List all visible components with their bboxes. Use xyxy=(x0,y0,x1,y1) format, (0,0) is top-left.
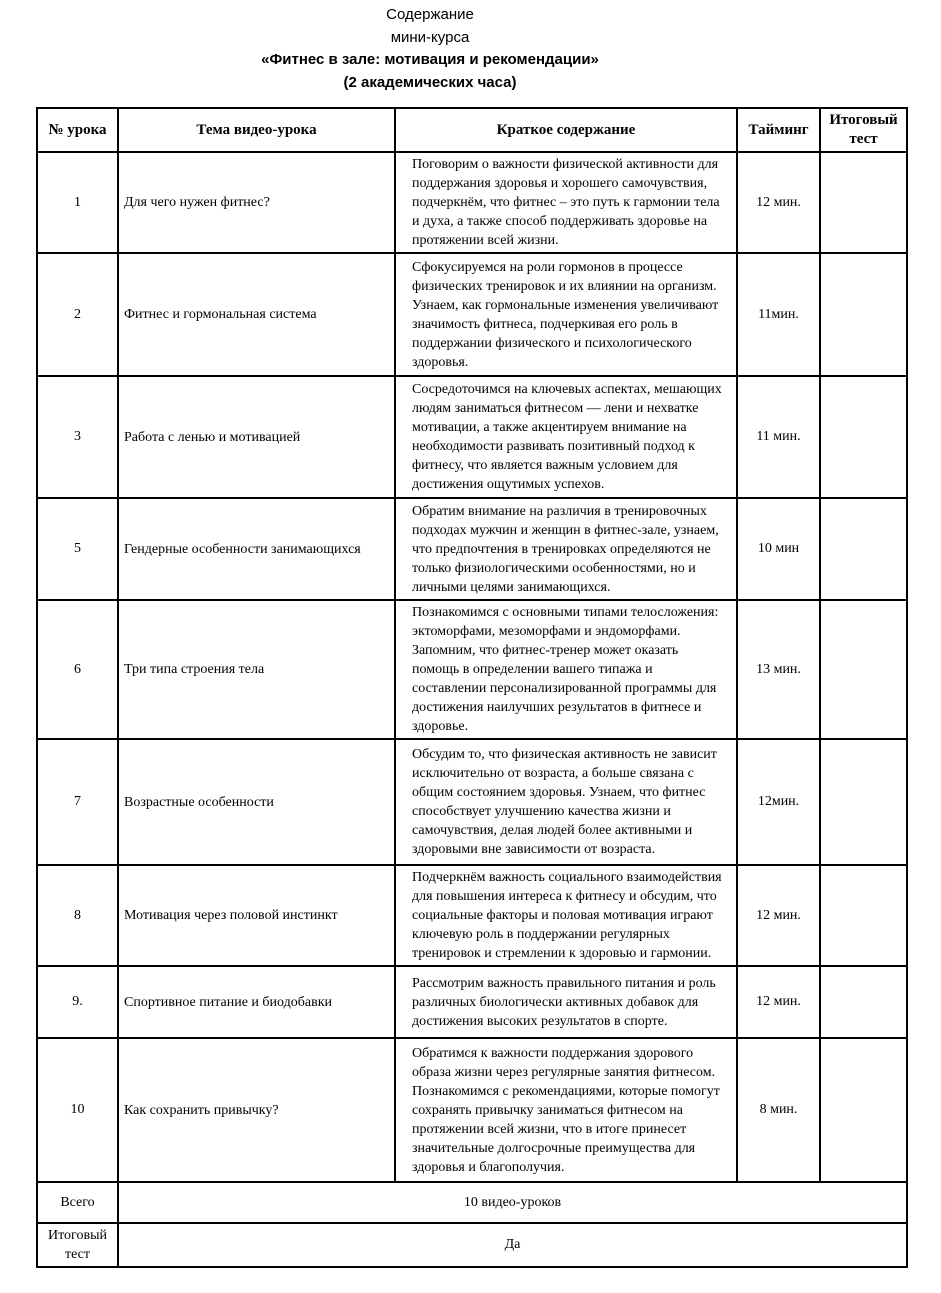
topic-cell: Работа с ленью и мотивацией xyxy=(118,376,395,498)
timing-cell: 12 мин. xyxy=(737,865,820,966)
final-test-cell xyxy=(820,376,907,498)
lesson-number-cell: 3 xyxy=(37,376,118,498)
final-test-cell xyxy=(820,600,907,739)
timing-cell: 11 мин. xyxy=(737,376,820,498)
table-row xyxy=(37,376,907,498)
lesson-number-cell: 5 xyxy=(37,498,118,600)
timing-cell: 13 мин. xyxy=(737,600,820,739)
final-test-value-cell: Да xyxy=(118,1223,907,1267)
timing-cell: 10 мин xyxy=(737,498,820,600)
timing-cell: 11мин. xyxy=(737,253,820,376)
table-row xyxy=(37,498,907,600)
final-test-cell xyxy=(820,152,907,253)
summary-cell: Сфокусируемся на роли гормонов в процессе физических тренировок и их влиянии на организм. Узнаем, как гормональные изменения увеличивают значимость фитнеса, подчеркивая его роль в поддержании физического и психологического здоровья. xyxy=(395,253,737,376)
table-row xyxy=(37,865,907,966)
lesson-number-cell: 1 xyxy=(37,152,118,253)
lesson-number-cell: 7 xyxy=(37,739,118,865)
final-test-cell xyxy=(820,253,907,376)
header-final-test: Итоговый тест xyxy=(820,108,907,152)
timing-cell: 12 мин. xyxy=(737,152,820,253)
total-row xyxy=(37,1182,907,1223)
summary-cell: Подчеркнём важность социального взаимодействия для повышения интереса к фитнесу и обсудим, что социальные факторы и половая мотивация играют ключевую роль в поддержании регулярных тренировок и стремлении к здоровью и гармонии. xyxy=(395,865,737,966)
course-title: «Фитнес в зале: мотивация и рекомендации» xyxy=(261,51,599,68)
table-header-row xyxy=(37,108,907,152)
topic-cell: Для чего нужен фитнес? xyxy=(118,152,395,253)
topic-cell: Гендерные особенности занимающихся xyxy=(118,498,395,600)
header-lesson-number: № урока xyxy=(37,108,118,152)
table-row xyxy=(37,739,907,865)
contents-label: Содержание xyxy=(386,6,474,23)
lesson-number-cell: 10 xyxy=(37,1038,118,1182)
topic-cell: Спортивное питание и биодобавки xyxy=(118,966,395,1038)
header-timing: Тайминг xyxy=(737,108,820,152)
summary-cell: Рассмотрим важность правильного питания и роль различных биологически активных добавок для достижения высоких результатов в спорте. xyxy=(395,966,737,1038)
lesson-number-cell: 8 xyxy=(37,865,118,966)
timing-cell: 8 мин. xyxy=(737,1038,820,1182)
header-topic: Тема видео-урока xyxy=(118,108,395,152)
final-test-label-cell: Итоговый тест xyxy=(37,1223,118,1267)
table-row xyxy=(37,1038,907,1182)
table-row xyxy=(37,152,907,253)
final-test-cell xyxy=(820,739,907,865)
timing-cell: 12 мин. xyxy=(737,966,820,1038)
summary-cell: Познакомимся с основными типами телосложения: эктоморфами, мезоморфами и эндоморфами. Запомним, что фитнес-тренер может оказать помощь в определении вашего типажа и составлении персонализированной программы для достижения наилучших результатов в фитнесе и здоровье. xyxy=(395,600,737,739)
total-value-cell: 10 видео-уроков xyxy=(118,1182,907,1223)
summary-cell: Обратим внимание на различия в тренировочных подходах мужчин и женщин в фитнес-зале, узнаем, что предпочтения в тренировках определяются не только физиологическими особенностями, но и личными целями занимающихся. xyxy=(395,498,737,600)
final-test-cell xyxy=(820,1038,907,1182)
timing-cell: 12мин. xyxy=(737,739,820,865)
table-row xyxy=(37,966,907,1038)
topic-cell: Как сохранить привычку? xyxy=(118,1038,395,1182)
table-row xyxy=(37,253,907,376)
summary-cell: Обратимся к важности поддержания здорового образа жизни через регулярные занятия фитнесом. Познакомимся с рекомендациями, которые помогут сохранять привычку заниматься фитнесом на протяжении всей жизни, что в итоге принесет значительные долгосрочные преимущества для здоровья и благополучия. xyxy=(395,1038,737,1182)
table-row xyxy=(37,600,907,739)
final-test-cell xyxy=(820,865,907,966)
lesson-number-cell: 2 xyxy=(37,253,118,376)
summary-cell: Поговорим о важности физической активности для поддержания здоровья и хорошего самочувствия, подчеркнём, что фитнес – это путь к гармонии тела и духа, а также способ поддерживать здоровье на протяжении всей жизни. xyxy=(395,152,737,253)
lesson-number-cell: 6 xyxy=(37,600,118,739)
total-label-cell: Всего xyxy=(37,1182,118,1223)
course-duration: (2 академических часа) xyxy=(343,73,517,91)
document-heading xyxy=(36,0,824,94)
lesson-number-cell: 9. xyxy=(37,966,118,1038)
summary-cell: Сосредоточимся на ключевых аспектах, мешающих людям заниматься фитнесом — лени и нехватке мотивации, а также акцентируем внимание на необходимости развивать позитивный подход к фитнесу, что является важным условием для достижения ощутимых успехов. xyxy=(395,376,737,498)
topic-cell: Возрастные особенности xyxy=(118,739,395,865)
final-test-row xyxy=(37,1223,907,1267)
topic-cell: Мотивация через половой инстинкт xyxy=(118,865,395,966)
summary-cell: Обсудим то, что физическая активность не зависит исключительно от возраста, а больше связана с общим состоянием здоровья. Узнаем, что фитнес способствует улучшению качества жизни и самочувствия, делая людей более активными и здоровыми вне зависимости от возраста. xyxy=(395,739,737,865)
mini-course-label: мини-курса xyxy=(390,28,470,46)
final-test-cell xyxy=(820,966,907,1038)
topic-cell: Три типа строения тела xyxy=(118,600,395,739)
course-contents-table xyxy=(36,107,908,1268)
header-summary: Краткое содержание xyxy=(395,108,737,152)
final-test-cell xyxy=(820,498,907,600)
topic-cell: Фитнес и гормональная система xyxy=(118,253,395,376)
